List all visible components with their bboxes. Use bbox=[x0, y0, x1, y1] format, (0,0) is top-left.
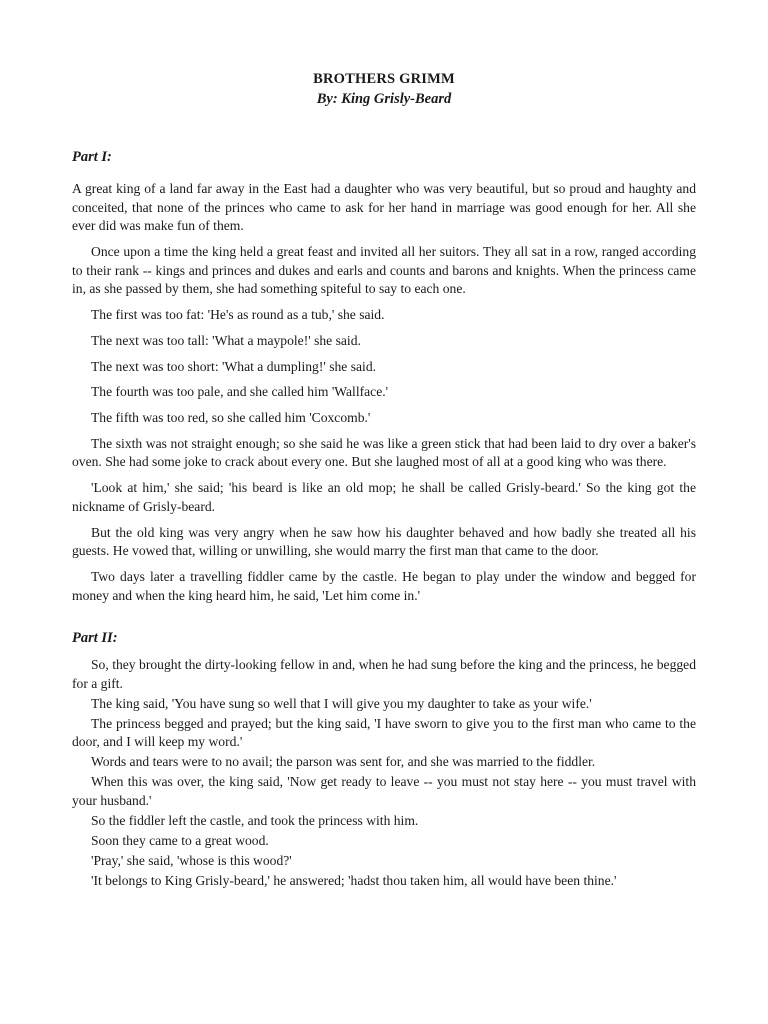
part-two-section bbox=[72, 629, 696, 890]
paragraph: 'It belongs to King Grisly-beard,' he answered; 'hadst thou taken him, all would have been thine.' bbox=[91, 872, 617, 888]
document-title: BROTHERS GRIMM bbox=[313, 71, 455, 87]
part-two-heading: Part II: bbox=[72, 630, 118, 647]
paragraph: Two days later a travelling fiddler came by the castle. He began to play under the window and begged for money and when the king heard him, he said, 'Let him come in.' bbox=[72, 568, 696, 603]
paragraph: Once upon a time the king held a great feast and invited all her suitors. They all sat in a row, ranged according to their rank -- kings and princes and dukes and earls and counts and barons and knights. When the princess came in, as she passed by them, she had something spiteful to say to each one. bbox=[72, 243, 696, 297]
paragraph: The next was too short: 'What a dumpling!' she said. bbox=[91, 358, 377, 374]
paragraph: 'Pray,' she said, 'whose is this wood?' bbox=[91, 852, 292, 868]
document-subtitle: By: King Grisly-Beard bbox=[316, 91, 452, 107]
paragraph: The sixth was not straight enough; so she said he was like a green stick that had been laid to dry over a baker's oven. She had some joke to crack about every one. But she laughed most of all at a good king who was there. bbox=[72, 435, 696, 470]
paragraph: So the fiddler left the castle, and took the princess with him. bbox=[91, 812, 419, 828]
paragraph: So, they brought the dirty-looking fellow in and, when he had sung before the king and the princess, he begged for a gift. bbox=[72, 657, 696, 691]
paragraph: But the old king was very angry when he saw how his daughter behaved and how badly she treated all his guests. He vowed that, willing or unwilling, she would marry the first man that came to the door. bbox=[72, 524, 696, 559]
paragraph: When this was over, the king said, 'Now get ready to leave -- you must not stay here -- you must travel with your husband.' bbox=[72, 774, 696, 808]
part-one-heading: Part I: bbox=[72, 149, 112, 165]
paragraph: Soon they came to a great wood. bbox=[91, 832, 269, 848]
part-one-section bbox=[72, 148, 696, 605]
document-content bbox=[72, 70, 696, 890]
paragraph: The king said, 'You have sung so well that I will give you my daughter to take as your wife.' bbox=[91, 695, 592, 711]
paragraph: The fifth was too red, so she called him 'Coxcomb.' bbox=[91, 410, 371, 426]
paragraph: The fourth was too pale, and she called him 'Wallface.' bbox=[91, 384, 389, 400]
paragraph: The princess begged and prayed; but the king said, 'I have sworn to give you to the first man who came to the door, and I will keep my word.' bbox=[72, 715, 696, 750]
paragraph: 'Look at him,' she said; 'his beard is like an old mop; he shall be called Grisly-beard.' So the king got the nickname of Grisly-beard. bbox=[72, 480, 696, 514]
paragraph: A great king of a land far away in the East had a daughter who was very beautiful, but so proud and haughty and conceited, that none of the princes who came to ask for her hand in marriage was good enough for her. All she ever did was make fun of them. bbox=[72, 181, 696, 234]
paragraph: The first was too fat: 'He's as round as a tub,' she said. bbox=[91, 306, 385, 322]
paragraph: The next was too tall: 'What a maypole!' she said. bbox=[91, 332, 361, 348]
paragraph: Words and tears were to no avail; the parson was sent for, and she was married to the fiddler. bbox=[91, 754, 596, 770]
